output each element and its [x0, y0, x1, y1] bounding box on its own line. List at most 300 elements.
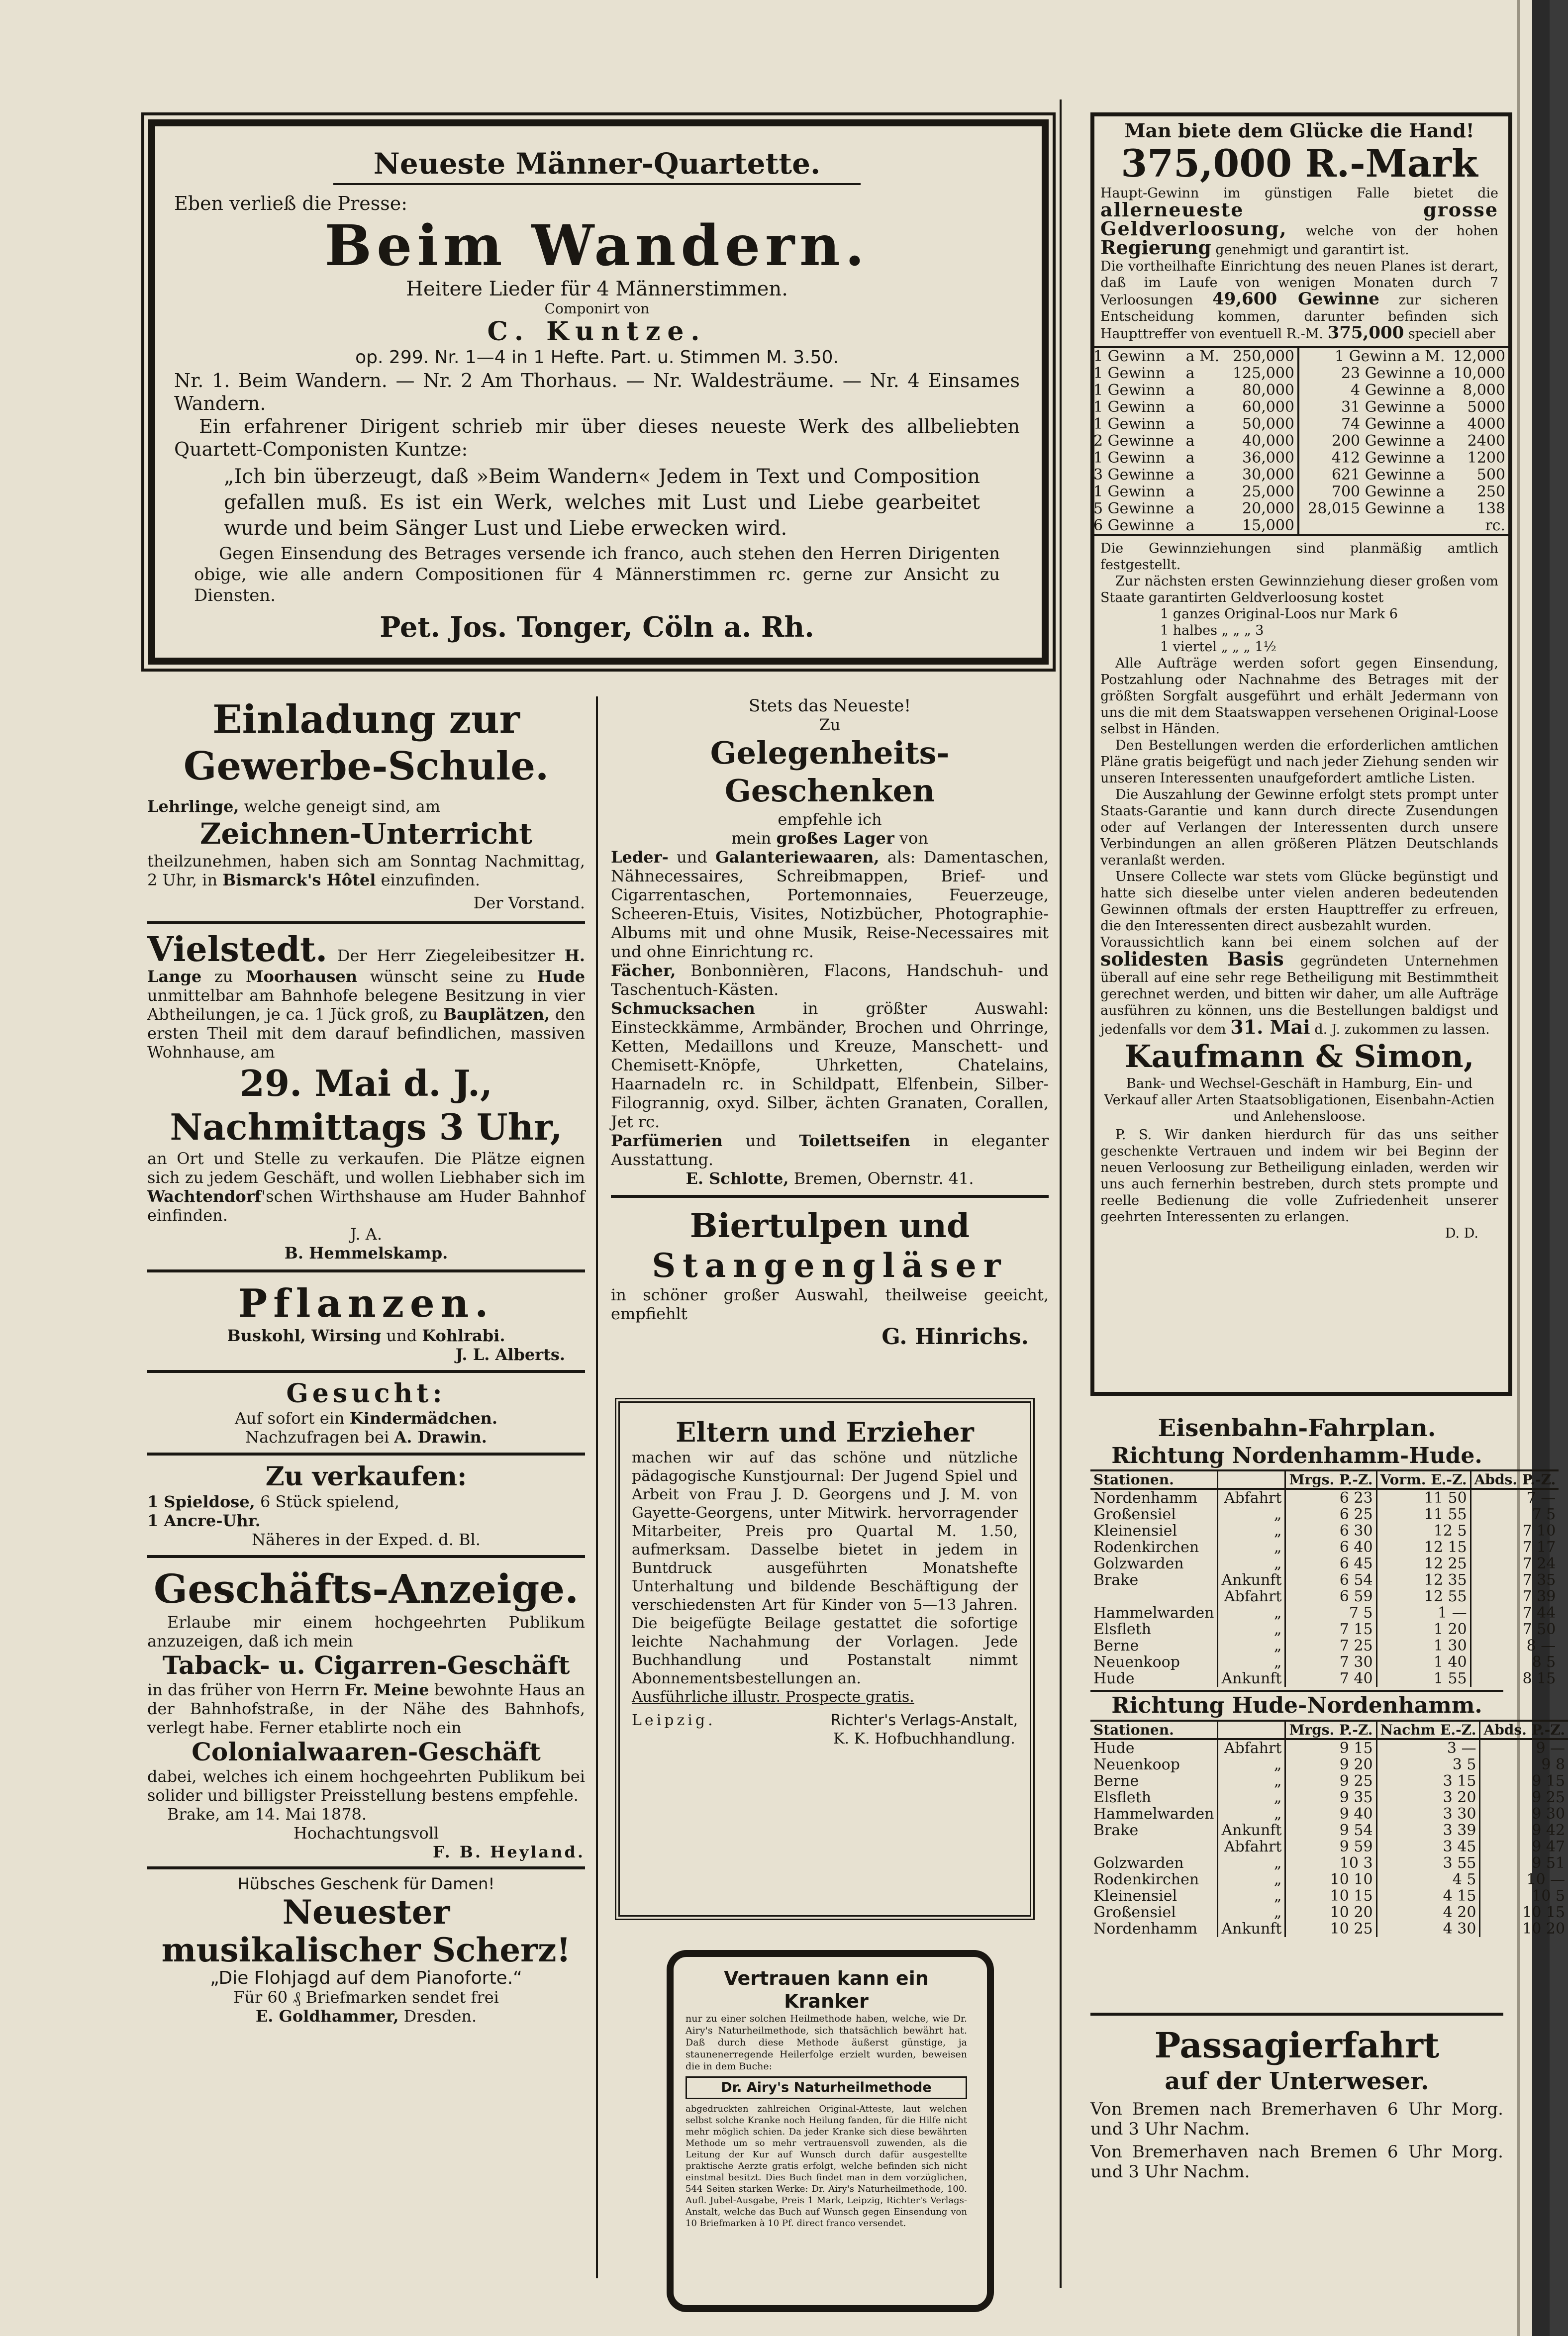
prize-row-cell: a [1185, 500, 1195, 517]
timetable-row-cell: „ [1218, 1539, 1285, 1556]
timetable-row-cell: 4 20 [1376, 1904, 1480, 1921]
lotterie-dd: D. D. [1445, 1226, 1478, 1241]
timetable-header [1218, 1721, 1285, 1739]
verkaufen-title: Zu verkaufen: [265, 1461, 467, 1492]
timetable-row-cell: 6 25 [1285, 1506, 1376, 1523]
timetable-row-cell: 6 40 [1285, 1539, 1376, 1556]
vielstedt-t6: an Ort und Stelle zu verkaufen. Die Plätze eignen sich zu jedem Geschäft, und wollen Liebhaber sich im [147, 1149, 585, 1187]
lotterie-price1: 1 ganzes Original-Loos nur Mark 6 [1160, 606, 1398, 622]
lotterie-t5: zur sicheren Entscheidung kommen, darunter befinden sich Haupttreffer von eventuell R.-M. [1100, 292, 1498, 342]
schlotte-cat4b: und [745, 1131, 777, 1150]
bier-title1: Biertulpen und [689, 1206, 970, 1245]
prize-row-cell: 6 Gewinne [1093, 517, 1175, 534]
prize-row-cell: 23 Gewinne a [1341, 365, 1445, 382]
vielstedt-seller: H. Lange [147, 946, 585, 986]
timetable-row-cell: „ [1218, 1904, 1285, 1921]
timetable-row [1090, 1621, 1559, 1638]
timetable-nordenhamm-hude [1090, 1469, 1559, 1687]
timetable-row-cell: „ [1218, 1556, 1285, 1572]
timetable-row [1090, 1605, 1559, 1621]
middle-column [611, 696, 1049, 1351]
lotterie-amount: 375,000 R.-Mark [1121, 141, 1478, 186]
prize-row-cell: a [1185, 415, 1195, 433]
prize-row-cell: 1 Gewinn [1093, 398, 1166, 416]
verkaufen-l2: 1 Ancre-Uhr. [147, 1511, 261, 1530]
vielstedt-time: Nachmittags 3 Uhr, [170, 1106, 563, 1148]
quartette-composer: C. Kuntze. [487, 316, 707, 347]
timetable-row-cell: Nordenhamm [1093, 1920, 1198, 1938]
schlotte-t3: von [899, 829, 928, 848]
schlotte-cat3: Schmucksachen [611, 999, 755, 1018]
lotterie-firm-desc: Bank- und Wechsel-Geschäft in Hamburg, Ein- und Verkauf aller Arten Staatsobligationen, Eisenbahn-Actien und Anlehensloose. [1104, 1076, 1495, 1124]
pflanzen-seller: J. L. Alberts. [455, 1345, 565, 1364]
timetable-row-cell: Brake [1093, 1571, 1139, 1589]
prize-row [1299, 365, 1508, 382]
timetable-row-cell: 7 5 [1285, 1605, 1376, 1621]
timetable-header: Mrgs. P.-Z. [1285, 1470, 1376, 1489]
timetable-row-cell: Abfahrt [1218, 1588, 1285, 1605]
timetable-row-cell: 9 8 [1480, 1756, 1568, 1773]
quartette-composed-by: Componirt von [544, 300, 650, 317]
prize-row-cell: a M. [1185, 348, 1220, 365]
timetable-row-cell: Golzwarden [1093, 1555, 1184, 1572]
lotterie-top-prize: 375,000 [1327, 323, 1404, 343]
timetable-row [1090, 1489, 1559, 1506]
prize-row [1299, 450, 1508, 467]
timetable-row-cell: Elsfleth [1093, 1621, 1152, 1638]
timetable-row-cell: 11 50 [1376, 1489, 1470, 1506]
prize-row-cell: 1 Gewinn [1093, 365, 1166, 382]
lotterie-basis: solidesten Basis [1100, 948, 1284, 970]
prize-row [1090, 517, 1298, 534]
timetable-header: Vorm. E.-Z. [1376, 1470, 1470, 1489]
eltern-title: Eltern und Erzieher [676, 1416, 974, 1448]
timetable-row-cell: 6 45 [1285, 1556, 1376, 1572]
timetable-row-cell: 12 15 [1376, 1539, 1470, 1556]
timetable-row-cell: 9 54 [1285, 1822, 1376, 1839]
prize-row-cell: 4000 [1467, 415, 1505, 433]
divider [147, 1269, 585, 1272]
prize-row [1090, 467, 1298, 484]
timetable-row-cell: Nordenhamm [1093, 1489, 1198, 1507]
timetable-row-cell: „ [1218, 1621, 1285, 1638]
timetable-row-cell: Abfahrt [1218, 1489, 1285, 1506]
prize-table-box [1090, 346, 1508, 536]
geschaeft-t4: dabei, welches ich einem hochgeehrten Publikum bei solider und billigster Preisstellung bestens empfehle. [147, 1767, 585, 1805]
geschaeft-shop2: Colonialwaaren-Geschäft [192, 1737, 541, 1766]
eltern-text: machen wir auf das schöne und nützliche pädagogische Kunstjournal: Der Jugend Spiel und Arbeit von Frau J. D. Georgens und J. M. von Gayette-Georgens, unter Mitwirk. hervorragender Mitarbeiter, Preis pro Quartal M. 1.50, aufmerksam. Dasselbe bietet in jedem in Buntdruck ausgeführten Monatshefte Unterhaltung und bildende Beschäftigung der verschiedensten Art für Kinder von 5—13 Jahren. Die beigefügte Beilage gestattet die sofortige leichte Nachahmung der Vorlagen. Jede Buchhandlung und Postanstalt nimmt Abonnementsbestellungen an. [632, 1449, 1018, 1687]
vielstedt-inn: Wachtendorf [147, 1187, 262, 1206]
timetable-row-cell: „ [1218, 1888, 1285, 1904]
prize-row-cell: a [1185, 466, 1195, 484]
prize-table-left [1090, 348, 1299, 534]
timetable-row-cell: 1 20 [1376, 1621, 1470, 1638]
lotterie-t4: Die vortheilhafte Einrichtung des neuen Planes ist derart, daß im Laufe von wenigen Monaten durch 7 Verloosungen [1100, 259, 1498, 308]
timetable-row [1090, 1638, 1559, 1654]
prize-row-cell: 200 Gewinne a [1331, 432, 1445, 450]
vielstedt-date: 29. Mai d. J., [239, 1062, 493, 1104]
fahrplan-route2: Richtung Hude-Nordenhamm. [1090, 1690, 1503, 1720]
lotterie-top: Man biete dem Glücke die Hand! [1124, 119, 1474, 142]
airy-intro: nur zu einer solchen Heilmethode haben, welche, wie Dr. Airy's Naturheilmethode, sich thatsächlich bewährt hat. Daß durch diese Methode äußerst günstige, ja staunenerregende Heilerfolge erzielt wurden, beweisen die in dem Buche: [686, 2013, 967, 2072]
lotterie-t6: speciell aber [1408, 326, 1495, 342]
timetable-row-cell: 4 5 [1376, 1871, 1480, 1888]
verkaufen-l1a: 1 Spieldose, [147, 1492, 255, 1511]
timetable-row [1090, 1756, 1568, 1773]
divider [1090, 2013, 1503, 2016]
prize-row-cell: 28,015 Gewinne a [1308, 500, 1445, 517]
timetable-row-cell: 3 — [1376, 1739, 1480, 1756]
timetable-row-cell: „ [1218, 1638, 1285, 1654]
quartette-offer: Gegen Einsendung des Betrages versende ich franco, auch stehen den Herren Dirigenten obige, wie alle andern Compositionen für 4 Männerstimmen rc. gerne zur Ansicht zu Diensten. [194, 544, 1000, 605]
timetable-row-cell: „ [1218, 1605, 1285, 1621]
timetable-header: Abds. P.-Z. [1480, 1721, 1568, 1739]
prize-row-cell: 5000 [1467, 398, 1505, 416]
prize-row-cell: 138 [1476, 500, 1505, 517]
schlotte-cat4c: Toilettseifen [799, 1131, 910, 1150]
passagier-l2: Von Bremerhaven nach Bremen 6 Uhr Morg. und 3 Uhr Nachm. [1090, 2142, 1503, 2182]
timetable-row [1090, 1739, 1568, 1756]
timetable-row [1090, 1904, 1568, 1921]
timetable-row-cell [1090, 1588, 1218, 1605]
gewerbe-venue: Bismarck's Hôtel [222, 871, 376, 889]
column-rule-left [596, 696, 598, 2278]
timetable-row-cell: Kleinensiel [1093, 1522, 1177, 1540]
prize-row [1299, 348, 1508, 365]
timetable-row [1090, 1789, 1568, 1806]
timetable-row-cell: 9 35 [1285, 1789, 1376, 1806]
gesucht-ad [147, 1379, 585, 1447]
schlotte-list4: in eleganter Ausstattung. [611, 1131, 1049, 1169]
scherz-price: Für 60 ₰ Briefmarken sendet frei [233, 1988, 499, 2007]
geschaeft-sign: F. B. Heyland. [433, 1843, 585, 1861]
prize-row [1090, 348, 1298, 365]
schlotte-cat1c: Galanteriewaaren, [715, 848, 880, 867]
timetable-row [1090, 1523, 1559, 1539]
vielstedt-agent: B. Hemmelskamp. [284, 1244, 448, 1263]
timetable-row-cell: 10 20 [1285, 1904, 1376, 1921]
prize-row-cell: 4 Gewinne a [1351, 382, 1445, 399]
timetable-row-cell: 9 25 [1285, 1773, 1376, 1789]
timetable-row-cell: Hude [1093, 1740, 1135, 1757]
timetable-row-cell: 10 15 [1480, 1904, 1568, 1921]
bier-ad [611, 1206, 1049, 1351]
geschaeft-regards: Hochachtungsvoll [293, 1824, 439, 1843]
divider [147, 1555, 585, 1558]
lotterie-t10: Den Bestellungen werden die erforderlichen amtlichen Pläne gratis beigefügt und nach jeder Ziehung senden wir unseren Interessenten unaufgefordert amtliche Listen. [1100, 738, 1498, 786]
passagier-l1: Von Bremen nach Bremerhaven 6 Uhr Morg. und 3 Uhr Nachm. [1090, 2099, 1503, 2139]
lotterie-t1: Haupt-Gewinn im günstigen Falle bietet die [1100, 186, 1498, 201]
vielstedt-t7: 'schen Wirthshause am Huder Bahnhof einfinden. [147, 1187, 585, 1225]
prize-row-cell: a [1185, 382, 1195, 399]
lotterie-big1: allerneueste grosse Geldverloosung, [1100, 198, 1498, 240]
geschaeft-t3: bewohnte Haus an der Bahnhofstraße, in der Nähe des Bahnhofs, verlegt habe. Ferner etablirte noch ein [147, 1680, 586, 1737]
timetable-row-cell: 7 30 [1285, 1654, 1376, 1670]
prize-row-cell: 250 [1476, 483, 1505, 500]
timetable-row-cell: 9 30 [1480, 1806, 1568, 1822]
prize-row-cell: 80,000 [1242, 382, 1294, 399]
prize-row-cell: 36,000 [1242, 449, 1294, 467]
timetable-row-cell: 10 10 [1285, 1871, 1376, 1888]
bier-text: in schöner großer Auswahl, theilweise geeicht, empfiehlt [611, 1285, 1049, 1323]
scherz-title2: musikalischer Scherz! [161, 1931, 571, 1969]
timetable-row-cell: 12 35 [1376, 1572, 1470, 1588]
verkaufen-l1b: 6 Stück spielend, [260, 1492, 399, 1511]
timetable-row-cell: 3 5 [1376, 1756, 1480, 1773]
geschaeft-shop: Taback- u. Cigarren-Geschäft [162, 1651, 570, 1680]
timetable-row-cell: 12 5 [1376, 1523, 1470, 1539]
timetable-header: Stationen. [1090, 1470, 1218, 1489]
prize-row-cell: 1 Gewinn [1093, 348, 1166, 365]
timetable-row-cell: 3 45 [1376, 1839, 1480, 1855]
timetable-row-cell: 6 54 [1285, 1572, 1376, 1588]
timetable-row-cell: 7 40 [1285, 1670, 1376, 1687]
quartette-intro: Eben verließ die Presse: [174, 193, 408, 214]
timetable-row-cell: Berne [1093, 1637, 1139, 1655]
lotterie-t7: Die Gewinnziehungen sind planmäßig amtlich festgestellt. [1100, 541, 1498, 573]
gewerbe-title: Einladung zur Gewerbe-Schule. [183, 697, 549, 789]
gewerbe-lead: Lehrlinge, [147, 797, 239, 816]
gewerbe-ad [147, 696, 585, 912]
prize-row [1090, 450, 1298, 467]
timetable-row-cell: 8 15 [1470, 1670, 1559, 1687]
prize-row [1090, 382, 1298, 399]
quartette-publisher: Pet. Jos. Tonger, Cöln a. Rh. [380, 611, 814, 644]
scherz-title1: Neuester [282, 1893, 450, 1932]
timetable-row-cell: 7 5 [1470, 1506, 1559, 1523]
prize-row-cell: 2 Gewinne [1093, 432, 1175, 450]
timetable-row-cell: Golzwarden [1093, 1854, 1184, 1872]
divider [147, 1453, 585, 1456]
timetable-row-cell: 9 47 [1480, 1839, 1568, 1855]
timetable-row-cell: Rodenkirchen [1093, 1539, 1199, 1556]
timetable-row-cell: 9 42 [1480, 1822, 1568, 1839]
timetable-row-cell: „ [1218, 1789, 1285, 1806]
quartette-ad [174, 144, 1020, 642]
prize-row-cell: 25,000 [1242, 483, 1294, 500]
prize-row-cell: 15,000 [1242, 517, 1294, 534]
scherz-lead: Hübsches Geschenk für Damen! [237, 1874, 495, 1893]
pflanzen-items: Buskohl, Wirsing [227, 1326, 382, 1345]
timetable-row-cell: Neuenkoop [1093, 1654, 1180, 1671]
timetable-row-cell: 1 — [1376, 1605, 1470, 1621]
prize-row-cell: 1 Gewinn a M. [1334, 348, 1445, 365]
vielstedt-t2: zu [214, 967, 233, 986]
airy-book: Dr. Airy's Naturheilmethode [686, 2076, 967, 2099]
lotterie-t9: Alle Aufträge werden sofort gegen Einsendung, Postzahlung oder Nachnahme des Betrages mit der größten Sorgfalt ausgeführt und erhält Jedermann von uns die mit dem Staatswappen versehenen Original-Loose selbst in Händen. [1100, 656, 1498, 737]
bier-title2: Stangengläser [652, 1246, 1008, 1285]
quartette-heading: Neueste Männer-Quartette. [333, 144, 861, 185]
timetable-row-cell: 11 55 [1376, 1506, 1470, 1523]
timetable-row-cell: Abfahrt [1218, 1839, 1285, 1855]
prize-row [1299, 467, 1508, 484]
airy-ad [686, 1967, 967, 2229]
scherz-piece: „Die Flohjagd auf dem Pianoforte.“ [210, 1968, 522, 1988]
scherz-ad [147, 1874, 585, 2026]
lotterie-ps: P. S. Wir danken hierdurch für das uns seither geschenkte Vertrauen und indem wir bei Beginn der neuen Verloosung zur Betheiligung einladen, werden wir uns auch fernerhin bestreben, durch stets prompte und reelle Bedienung die volle Zufriedenheit unserer geehrten Interessenten zu erlangen. [1100, 1127, 1498, 1225]
schlotte-lead: Stets das Neueste! [748, 696, 911, 716]
eltern-pub1: Richter's Verlags-Anstalt, [830, 1712, 1018, 1729]
schlotte-addr: Bremen, Obernstr. 41. [793, 1169, 974, 1188]
gesucht-item: Kindermädchen. [349, 1409, 498, 1428]
timetable-row-cell: 12 55 [1376, 1588, 1470, 1605]
timetable-row [1090, 1822, 1568, 1839]
quartette-subtitle: Heitere Lieder für 4 Männerstimmen. [406, 278, 788, 300]
timetable-row-cell: Kleinensiel [1093, 1887, 1177, 1905]
prize-row [1090, 416, 1298, 433]
lotterie-price2: 1 halbes „ „ „ 3 [1160, 623, 1264, 638]
timetable-row-cell: Ankunft [1218, 1572, 1285, 1588]
verkaufen-ad [147, 1461, 585, 1549]
eltern-ad [632, 1416, 1018, 1748]
timetable-header: Mrgs. P.-Z. [1285, 1721, 1376, 1739]
prize-row-cell: a [1185, 432, 1195, 450]
timetable-row-cell: 10 15 [1285, 1888, 1376, 1904]
gewerbe-course: Zeichnen-Unterricht [200, 817, 532, 851]
timetable-row [1090, 1921, 1568, 1937]
divider [147, 921, 585, 924]
scherz-city: Dresden. [403, 2007, 477, 2026]
prize-row-cell: 30,000 [1242, 466, 1294, 484]
airy-headline: Vertrauen kann ein Kranker [724, 1967, 929, 2012]
lotterie-t11: Die Auszahlung der Gewinne erfolgt stets prompt unter Staats-Garantie und kann durch directe Zusendungen oder auf Verlangen der Interessenten durch unsere Verbindungen an allen größeren Plätzen Deutschlands veranlaßt werden. [1100, 787, 1498, 868]
timetable-row-cell: Hammelwarden [1093, 1604, 1214, 1622]
prize-row-cell: 10,000 [1453, 365, 1505, 382]
timetable-row-cell: 7 50 [1470, 1621, 1559, 1638]
prize-row-cell: 621 Gewinne a [1331, 466, 1445, 484]
lotterie-t2: welche von der hohen [1305, 223, 1498, 239]
timetable-row-cell: 3 20 [1376, 1789, 1480, 1806]
fahrplan [1090, 1414, 1566, 1938]
gesucht-t2: Nachzufragen bei [245, 1428, 390, 1447]
timetable-row-cell: 7 39 [1470, 1588, 1559, 1605]
lotterie-price3: 1 viertel „ „ „ 1½ [1160, 639, 1276, 655]
timetable-row-cell: 6 59 [1285, 1588, 1376, 1605]
timetable-row-cell: „ [1218, 1806, 1285, 1822]
timetable-header-row [1090, 1721, 1568, 1739]
schlotte-zu: Zu [819, 715, 841, 734]
prize-row-cell: 2400 [1467, 432, 1505, 450]
prize-row-cell: 412 Gewinne a [1331, 449, 1445, 467]
timetable-row-cell: 7 44 [1470, 1605, 1559, 1621]
prize-row-cell: a [1185, 483, 1195, 500]
gewerbe-text1: welche geneigt sind, am [244, 797, 441, 816]
timetable-row-cell: 9 59 [1285, 1839, 1376, 1855]
timetable-row-cell: 10 20 [1480, 1921, 1568, 1937]
geschaeft-t2: in das früher von Herrn [147, 1680, 340, 1699]
page-fold [1517, 0, 1520, 2336]
timetable-row [1090, 1871, 1568, 1888]
timetable-row-cell: Großensiel [1093, 1506, 1176, 1523]
left-column [147, 696, 585, 2026]
vielstedt-place: Vielstedt. [147, 930, 328, 970]
timetable-row-cell: 9 15 [1285, 1739, 1376, 1756]
geschaeft-t1: Erlaube mir einem hochgeehrten Publikum anzuzeigen, daß ich mein [147, 1613, 585, 1651]
timetable-row-cell: 9 51 [1480, 1855, 1568, 1871]
timetable-header: Stationen. [1090, 1721, 1218, 1739]
vielstedt-hude: Hude [537, 967, 586, 986]
eltern-pub2: K. K. Hofbuchhandlung. [833, 1730, 1015, 1748]
quartette-contents: Nr. 1. Beim Wandern. — Nr. 2 Am Thorhaus. — Nr. Waldesträume. — Nr. 4 Einsames Wandern. [174, 370, 1020, 414]
timetable-row-cell: 6 30 [1285, 1523, 1376, 1539]
vielstedt-t4: unmittelbar am Bahnhofe belegene Besitzung in vier Abtheilungen, je ca. 1 Jück groß, zu [147, 986, 585, 1024]
timetable-row-cell: 7 25 [1285, 1638, 1376, 1654]
verkaufen-l3: Näheres in der Exped. d. Bl. [252, 1530, 481, 1549]
fahrplan-title: Eisenbahn-Fahrplan. [1158, 1414, 1436, 1442]
timetable-row-cell: „ [1218, 1855, 1285, 1871]
schlotte-list1: Damentaschen, Nähnecessaires, Schreibmappen, Brief- und Cigarrentaschen, Portemonnaies, Feuerzeuge, Scheeren-Etuis, Visites, Notizbücher, Photographie-Albums mit und ohne Musik, Reise-Necessaires mit und ohne Einrichtung rc. [611, 848, 1049, 961]
prize-row-cell: 31 Gewinne a [1341, 398, 1445, 416]
lotterie-t3: genehmigt und garantirt ist. [1215, 242, 1409, 258]
timetable-row-cell: 7 35 [1470, 1572, 1559, 1588]
prize-row-cell: rc. [1485, 517, 1505, 534]
gesucht-title: Gesucht: [286, 1378, 446, 1409]
vielstedt-ad [147, 932, 585, 1263]
timetable-row-cell: 6 23 [1285, 1489, 1376, 1506]
prize-row-cell: 3 Gewinne [1093, 466, 1175, 484]
timetable-row-cell: 8 — [1470, 1638, 1559, 1654]
schlotte-stock: großes Lager [776, 829, 894, 848]
lotterie-t15: d. J. zukommen zu lassen. [1314, 1022, 1490, 1037]
timetable-header-row [1090, 1470, 1559, 1489]
quartette-title: Beim Wandern. [324, 213, 870, 279]
prize-row-cell: 12,000 [1453, 348, 1505, 365]
prize-row [1090, 500, 1298, 517]
timetable-row-cell: Hude [1093, 1670, 1135, 1687]
prize-row-cell: 700 Gewinne a [1331, 483, 1445, 500]
schlotte-cat1: Leder- [611, 848, 669, 867]
timetable-row-cell: „ [1218, 1756, 1285, 1773]
timetable-row-cell: 9 15 [1480, 1773, 1568, 1789]
divider [611, 1195, 1049, 1198]
scherz-seller: E. Goldhammer, [255, 2007, 399, 2026]
timetable-row-cell: Neuenkoop [1093, 1756, 1180, 1773]
eltern-city: Leipzig. [632, 1712, 716, 1729]
timetable-header: Abds. P.-Z. [1470, 1470, 1559, 1489]
timetable-row-cell: Hammelwarden [1093, 1805, 1214, 1823]
lotterie-t13: Voraussichtlich kann bei einem solchen auf der [1100, 935, 1498, 950]
lotterie-deadline: 31. Mai [1230, 1016, 1310, 1038]
timetable-row [1090, 1556, 1559, 1572]
prize-row [1090, 433, 1298, 450]
passagier-sub: auf der Unterweser. [1165, 2067, 1429, 2095]
timetable-row-cell: 4 15 [1376, 1888, 1480, 1904]
fahrplan-route1: Richtung Nordenhamm-Hude. [1111, 1443, 1482, 1468]
prize-row-cell: 1200 [1467, 449, 1505, 467]
geschaeft-ad [147, 1565, 585, 1861]
quartette-opus: op. 299. Nr. 1—4 in 1 Hefte. Part. u. Stimmen M. 3.50. [355, 347, 839, 368]
schlotte-cat1d: als: [887, 848, 916, 867]
prize-row-cell: 40,000 [1242, 432, 1294, 450]
vielstedt-t5: den ersten Theil mit dem darauf befindlichen, massiven Wohnhause, am [147, 1005, 586, 1062]
timetable-row-cell: 10 25 [1285, 1921, 1376, 1937]
timetable-row-cell [1090, 1839, 1218, 1855]
lotterie-firm: Kaufmann & Simon, [1124, 1038, 1474, 1074]
divider [147, 1866, 585, 1869]
timetable-row-cell: Berne [1093, 1772, 1139, 1790]
timetable-row [1090, 1588, 1559, 1605]
lotterie-count: 49,600 Gewinne [1212, 289, 1379, 309]
timetable-row-cell: 9 40 [1285, 1806, 1376, 1822]
timetable-row-cell: 7 10 [1470, 1523, 1559, 1539]
prize-row-cell: 1 Gewinn [1093, 415, 1166, 433]
schlotte-t2: mein [731, 829, 772, 848]
vielstedt-town: Moorhausen [246, 967, 357, 986]
timetable-row [1090, 1806, 1568, 1822]
timetable-row-cell: 12 25 [1376, 1556, 1470, 1572]
timetable-row [1090, 1773, 1568, 1789]
lotterie-ad [1093, 119, 1505, 1242]
